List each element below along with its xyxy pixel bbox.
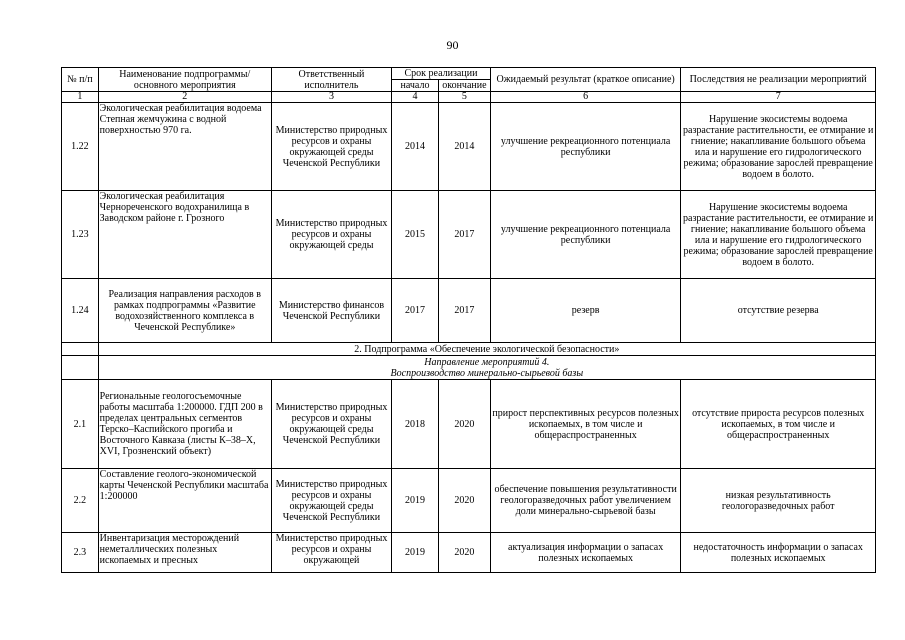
row-name: Экологическая реабилитация водоема Степная жемчужина с водной поверхностью 970 га. (98, 103, 271, 191)
row-consequences: Нарушение экосистемы водоема разрастание растительности, ее отмирание и гниение; накапливание большого объема ила и нарушение его гидрологического режима; образование зарослей превращение водоем в болото. (681, 103, 876, 191)
row-responsible: Министерство финансов Чеченской Республики (271, 279, 391, 343)
header-name: Наименование подпрограммы/ основного мероприятия (98, 68, 271, 92)
row-name: Экологическая реабилитация Чернореченского водохранилища в Заводском районе г. Грозного (98, 191, 271, 279)
column-number: 5 (438, 92, 490, 103)
row-start: 2015 (392, 191, 439, 279)
table-row (62, 103, 876, 191)
row-result: резерв (490, 279, 681, 343)
direction-line: Направление мероприятий 4. (424, 356, 550, 368)
row-start: 2018 (392, 380, 439, 469)
direction-row (62, 356, 876, 380)
column-number: 2 (98, 92, 271, 103)
row-num: 1.24 (62, 279, 99, 343)
row-end: 2014 (438, 103, 490, 191)
row-start: 2019 (392, 533, 439, 573)
row-consequences: отсутствие резерва (681, 279, 876, 343)
row-consequences: недостаточность информации о запасах полезных ископаемых (681, 533, 876, 573)
column-number: 6 (490, 92, 681, 103)
row-num: 2.1 (62, 380, 99, 469)
row-name: Региональные геологосъемочные работы масштаба 1:200000. ГДП 200 в пределах центральных сегментов Терско–Каспийского прогиба и Восточного Кавказа (листы К–38–X, XVI, Грозненский объект) (98, 380, 271, 469)
row-end: 2020 (438, 533, 490, 573)
row-result: актуализация информации о запасах полезных ископаемых (490, 533, 681, 573)
subprogram-title: 2. Подпрограмма «Обеспечение экологической безопасности» (98, 343, 875, 356)
empty-cell (62, 343, 99, 356)
row-num: 2.3 (62, 533, 99, 573)
row-responsible: Министерство природных ресурсов и охраны окружающей среды (271, 191, 391, 279)
row-consequences: отсутствие прироста ресурсов полезных ископаемых, в том числе и общераспространенных (681, 380, 876, 469)
table-row (62, 533, 876, 573)
row-end: 2020 (438, 469, 490, 533)
table-row (62, 279, 876, 343)
row-start: 2019 (392, 469, 439, 533)
row-result: обеспечение повышения результативности геологоразведочных работ увеличением доли минерально-сырьевой базы (490, 469, 681, 533)
row-end: 2017 (438, 279, 490, 343)
row-result: улучшение рекреационного потенциала республики (490, 191, 681, 279)
row-result: прирост перспективных ресурсов полезных ископаемых, в том числе и общераспространенных (490, 380, 681, 469)
column-number-row (62, 92, 876, 103)
row-end: 2017 (438, 191, 490, 279)
header-row (62, 68, 876, 80)
row-responsible: Министерство природных ресурсов и охраны окружающей среды Чеченской Республики (271, 380, 391, 469)
row-num: 2.2 (62, 469, 99, 533)
column-number: 7 (681, 92, 876, 103)
column-number: 3 (271, 92, 391, 103)
table-row (62, 469, 876, 533)
row-responsible: Министерство природных ресурсов и охраны окружающей среды Чеченской Республики (271, 103, 391, 191)
header-num: № п/п (62, 68, 99, 92)
header-consequences: Последствия не реализации мероприятий (681, 68, 876, 92)
row-responsible: Министерство природных ресурсов и охраны окружающей среды Чеченской Республики (271, 469, 391, 533)
program-table (61, 67, 876, 573)
row-num: 1.22 (62, 103, 99, 191)
header-responsible: Ответственный исполнитель (271, 68, 391, 92)
row-num: 1.23 (62, 191, 99, 279)
empty-cell (62, 356, 99, 380)
row-name: Реализация направления расходов в рамках подпрограммы «Развитие водохозяйственного комплекса в Чеченской Республике» (98, 279, 271, 343)
header-period: Срок реализации (392, 68, 491, 80)
header-start: начало (392, 80, 439, 92)
row-result: улучшение рекреационного потенциала республики (490, 103, 681, 191)
header-result: Ожидаемый результат (краткое описание) (490, 68, 681, 92)
row-start: 2014 (392, 103, 439, 191)
table-row (62, 191, 876, 279)
direction-line: Воспроизводство минерально-сырьевой базы (390, 367, 584, 379)
page-number: 90 (446, 38, 459, 52)
row-name: Инвентаризация месторождений неметаллических полезных ископаемых и пресных (98, 533, 271, 573)
row-consequences: низкая результативность геологоразведочных работ (681, 469, 876, 533)
header-end: окончание (438, 80, 490, 92)
row-end: 2020 (438, 380, 490, 469)
table-row (62, 380, 876, 469)
row-name: Составление геолого-экономической карты Чеченской Республики масштаба 1:200000 (98, 469, 271, 533)
column-number: 1 (62, 92, 99, 103)
row-consequences: Нарушение экосистемы водоема разрастание растительности, ее отмирание и гниение; накапливание большого объема ила и нарушение его гидрологического режима; образование зарослей превращение водоем в болото. (681, 191, 876, 279)
subprogram-row (62, 343, 876, 356)
column-number: 4 (392, 92, 439, 103)
row-responsible: Министерство природных ресурсов и охраны окружающей (271, 533, 391, 573)
row-start: 2017 (392, 279, 439, 343)
direction-title (98, 356, 875, 380)
